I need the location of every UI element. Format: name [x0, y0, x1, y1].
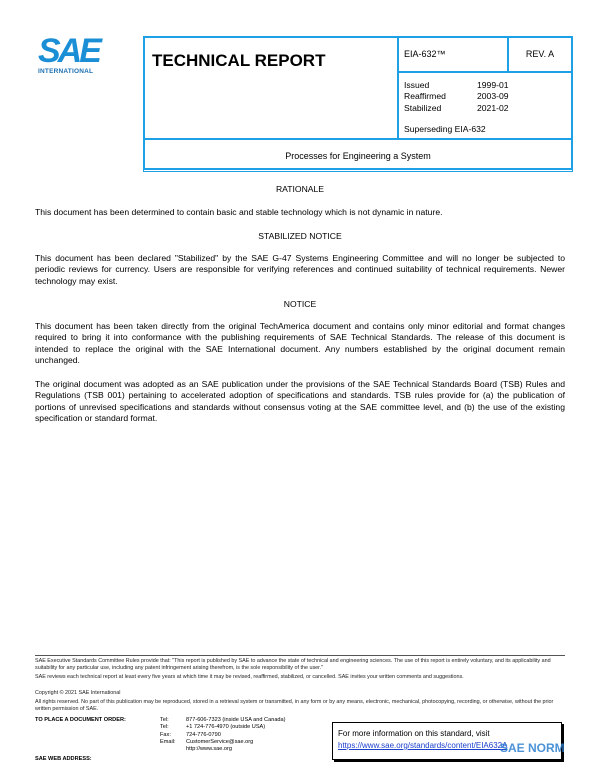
- footer-rights: All rights reserved. No part of this publication may be reproduced, stored in a retrieval system or transmitted, in any form or by any means, electronic, mechanical, photocopying, recording, or otherwise, without the prior written permission of SAE.: [35, 699, 554, 712]
- notice-heading: NOTICE: [283, 299, 317, 309]
- more-info-text: For more information on this standard, visit: [338, 729, 490, 738]
- stabilized-text: This document has been declared "Stabilized" by the SAE G-47 Systems Engineering Committee and will no longer be subjected to periodic reviews for currency. Users are responsible for verifying references and continued suitability of technical requirements. Newer technology may exist.: [35, 253, 565, 286]
- footer-rules: SAE Executive Standards Committee Rules provide that: "This report is published by SAE to advance the state of technical and engineering sciences. The use of this report is entirely voluntary, and its applicability and suitability for any particular use, including any patent infringement arising therefrom, is the sole responsibility of the user.": [35, 658, 551, 671]
- doc-type-cell: [143, 36, 399, 140]
- notice-text-1: This document has been taken directly from the original TechAmerica document and contains only minor editorial and format changes required to bring it into conformance with the publishing requirements of SAE Technical Standards. The release of this document is intended to replace the original with the SAE International document. Any numbers established by the original document remain unchanged.: [35, 321, 565, 365]
- order-label: TO PLACE A DOCUMENT ORDER:: [35, 717, 126, 723]
- logo-mark: SAE: [38, 32, 99, 70]
- logo-subtitle: INTERNATIONAL: [38, 68, 94, 75]
- dates-cell: [397, 71, 573, 140]
- rationale-text: This document has been determined to contain basic and stable technology which is not dynamic in nature.: [35, 207, 443, 217]
- footer-divider: [35, 655, 565, 656]
- superseding: Superseding EIA-632: [404, 123, 486, 134]
- revision: REV. A: [525, 49, 555, 59]
- header-box: [143, 36, 573, 170]
- doc-number: EIA-632™: [404, 49, 446, 59]
- doc-title: Processes for Engineering a System: [285, 151, 431, 161]
- standard-link[interactable]: https://www.sae.org/standards/content/EIA632A: [338, 741, 508, 750]
- email-link[interactable]: CustomerService@sae.org: [186, 738, 254, 745]
- footer-review: SAE reviews each technical report at least every five years at which time it may be revised, reaffirmed, stabilized, or cancelled. SAE invites your written comments and suggestions.: [35, 674, 464, 680]
- date-row: Issued 1999-01: [404, 80, 509, 90]
- rationale-heading: RATIONALE: [275, 184, 325, 194]
- doc-number-cell: [397, 36, 509, 73]
- title-cell: [143, 138, 573, 172]
- web-link[interactable]: http://www.sae.org: [186, 746, 233, 753]
- notice-text-2: The original document was adopted as an SAE publication under the provisions of the SAE Technical Standards Board (TSB) Rules and Regulations (TSB 001) pertaining to accelerated adoption of specifications and standards. TSB rules provide for (a) the publication of portions of unrevised specifications and standards without consensus voting at the SAE committee level, and (b) the use of the existing specification or standard format.: [35, 379, 565, 423]
- date-row: Reaffirmed 2003-09: [404, 91, 509, 102]
- footer-copyright: Copyright © 2021 SAE International: [35, 690, 121, 696]
- revision-cell: [507, 36, 573, 73]
- watermark: SAE NORM: [500, 741, 565, 755]
- sae-logo: [38, 34, 98, 75]
- stabilized-heading: STABILIZED NOTICE: [258, 231, 342, 241]
- web-label: SAE WEB ADDRESS:: [35, 756, 92, 762]
- contact-list: Tel: 877-606-7323 (inside USA and Canada) Tel: +1 724-776-4970 (outside USA) Fax: 724-776-0790 Email: CustomerService@sae.org http://www.sae.org: [160, 717, 286, 753]
- date-row: Stabilized 2021-02: [404, 102, 509, 113]
- doc-type: TECHNICAL REPORT: [152, 51, 326, 70]
